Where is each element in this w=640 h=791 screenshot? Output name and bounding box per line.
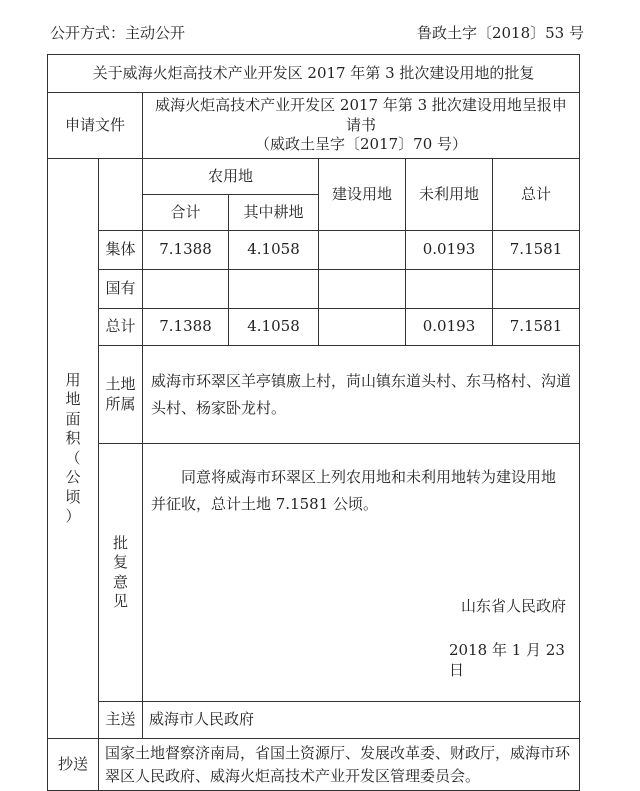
cell-arable: 4.1058 (229, 309, 319, 346)
approval-label (99, 444, 143, 702)
approval-text: 同意将威海市环翠区上列农用地和未利用地转为建设用地并征收，总计土地 7.1581 公顷。 (151, 468, 557, 513)
approval-label-char: 批 (112, 533, 128, 552)
area-label-char: （ (65, 448, 81, 467)
application-line-2: 请书 (346, 115, 377, 134)
cell-construction (319, 309, 406, 346)
approval-label-char: 意 (112, 572, 128, 591)
area-label (48, 159, 99, 739)
area-label-char: 顷 (65, 487, 81, 506)
row-label: 集体 (99, 231, 143, 270)
cell-arable: 4.1058 (229, 231, 319, 270)
cell-unused: 0.0193 (406, 309, 493, 346)
cell-construction (319, 270, 406, 309)
approval-opinion (143, 444, 580, 702)
area-corner-cell (99, 159, 143, 231)
application-label: 申请文件 (48, 93, 143, 159)
cell-subtotal (143, 270, 229, 309)
cell-total (493, 270, 580, 309)
cell-subtotal: 7.1388 (143, 309, 229, 346)
header-construction: 建设用地 (319, 159, 406, 231)
row-label: 总计 (99, 309, 143, 346)
area-label-char: 积 (65, 429, 81, 447)
table-row (48, 270, 580, 309)
ownership-villages: 威海市环翠区羊亭镇廒上村，苘山镇东道头村、东马格村、沟道头村、杨家卧龙村。 (143, 346, 580, 444)
ownership-label-line-2: 所属 (105, 394, 136, 413)
cell-total: 7.1581 (493, 231, 580, 270)
header-total: 总计 (493, 159, 580, 231)
application-line-1: 威海火炬高技术产业开发区 2017 年第 3 批次建设用地呈报申 (155, 96, 567, 115)
approval-form-table (47, 54, 580, 791)
main-send-value: 威海市人民政府 (143, 702, 580, 739)
header-subtotal: 合计 (143, 195, 229, 231)
application-line-3: （威政土呈字〔2017〕70 号） (255, 135, 468, 154)
table-row (48, 309, 580, 346)
document-number: 鲁政土字〔2018〕53 号 (416, 24, 584, 42)
ownership-label (99, 346, 143, 444)
approval-authority: 山东省人民政府 (461, 597, 567, 615)
main-send-label: 主送 (99, 702, 143, 739)
cell-total: 7.1581 (493, 309, 580, 346)
approval-label-char: 复 (112, 553, 128, 571)
cell-unused (406, 270, 493, 309)
approval-label-char: 见 (112, 592, 128, 610)
area-label-char: 公 (65, 468, 81, 486)
cell-subtotal: 7.1388 (143, 231, 229, 270)
area-label-char: ） (65, 507, 81, 525)
area-label-char: 面 (65, 409, 81, 428)
application-document (143, 93, 580, 159)
cell-unused: 0.0193 (406, 231, 493, 270)
disclosure-mode: 公开方式：主动公开 (50, 24, 186, 42)
area-label-char: 地 (65, 390, 81, 408)
table-row (48, 231, 580, 270)
area-label-char: 用 (65, 370, 81, 389)
ownership-label-line-1: 土地 (105, 375, 136, 393)
header-unused: 未利用地 (406, 159, 493, 231)
header-farmland: 农用地 (143, 159, 319, 195)
copy-send-label: 抄送 (48, 739, 99, 791)
copy-send-value: 国家土地督察济南局，省国土资源厅、发展改革委、财政厅，威海市环翠区人民政府、威海火炬高技术产业开发区管理委员会。 (99, 739, 580, 791)
cell-arable (229, 270, 319, 309)
row-label: 国有 (99, 270, 143, 309)
approval-date: 2018 年 1 月 23 日 (449, 641, 565, 679)
cell-construction (319, 231, 406, 270)
header-arable: 其中耕地 (229, 195, 319, 231)
document-title: 关于威海火炬高技术产业开发区 2017 年第 3 批次建设用地的批复 (48, 55, 580, 93)
